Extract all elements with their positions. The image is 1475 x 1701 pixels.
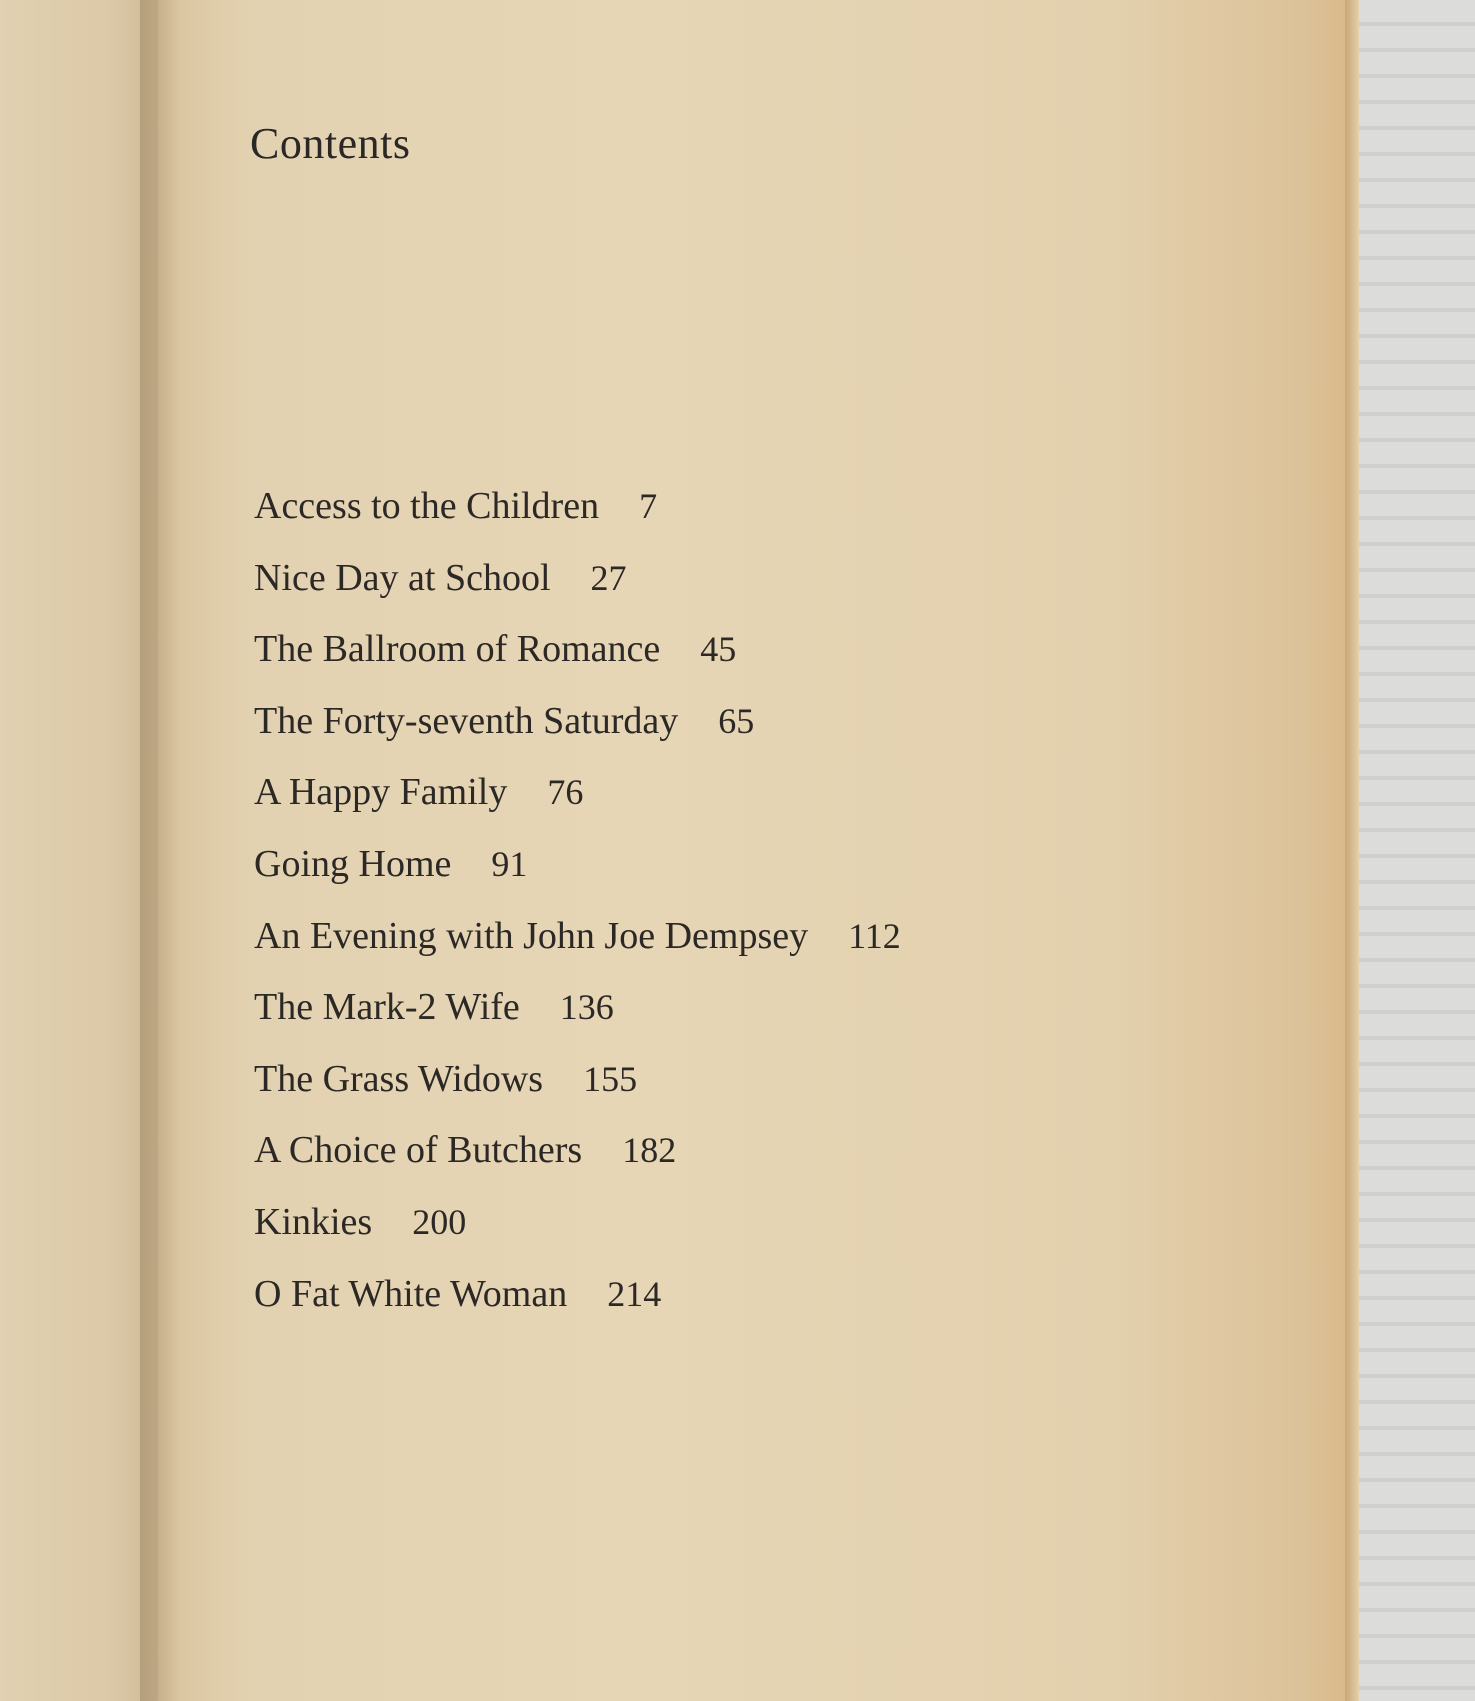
toc-entry-page: 7: [639, 486, 658, 526]
page-title: Contents: [250, 119, 411, 168]
table-of-contents: [254, 484, 901, 1343]
page-gutter-shadow: [140, 0, 180, 1701]
toc-entry: [254, 770, 901, 842]
toc-entry-title: Going Home: [254, 842, 452, 885]
toc-entry-title: A Choice of Butchers: [254, 1129, 583, 1172]
toc-entry: [254, 556, 901, 628]
toc-entry-title: The Ballroom of Romance: [254, 628, 661, 671]
toc-entry-page: 91: [491, 843, 528, 884]
toc-entry: [254, 1200, 901, 1272]
toc-entry-page: 200: [412, 1201, 467, 1242]
left-facing-page: [0, 0, 160, 1701]
toc-entry-title: Nice Day at School: [254, 556, 551, 599]
toc-entry-title: The Mark-2 Wife: [254, 986, 520, 1029]
toc-entry-page: 112: [848, 915, 901, 956]
toc-entry: [254, 484, 901, 556]
toc-entry-page: 65: [718, 700, 755, 741]
toc-entry-page: 45: [700, 629, 737, 670]
toc-entry-title: The Forty-seventh Saturday: [254, 699, 679, 742]
toc-entry: [254, 1057, 901, 1129]
toc-entry: [254, 1272, 901, 1344]
toc-entry: [254, 842, 901, 914]
toc-entry-title: Kinkies: [254, 1200, 373, 1243]
toc-entry: [254, 699, 901, 771]
toc-entry-page: 214: [607, 1273, 662, 1314]
toc-entry: [254, 985, 901, 1057]
toc-entry-page: 27: [590, 557, 627, 598]
background-surface: [1340, 0, 1475, 1701]
toc-entry: [254, 1128, 901, 1200]
toc-entry-page: 155: [583, 1058, 638, 1099]
toc-entry-page: 182: [622, 1130, 677, 1171]
page-edge: [1345, 0, 1359, 1701]
toc-entry-title: The Grass Widows: [254, 1057, 544, 1100]
toc-entry-page: 76: [547, 772, 584, 813]
toc-entry: [254, 627, 901, 699]
toc-entry-title: O Fat White Woman: [254, 1272, 568, 1315]
toc-entry-title: Access to the Children: [254, 485, 600, 527]
toc-entry: [254, 914, 901, 986]
toc-entry-page: 136: [559, 987, 614, 1028]
toc-entry-title: An Evening with John Joe Dempsey: [254, 914, 809, 957]
toc-entry-title: A Happy Family: [254, 771, 508, 814]
